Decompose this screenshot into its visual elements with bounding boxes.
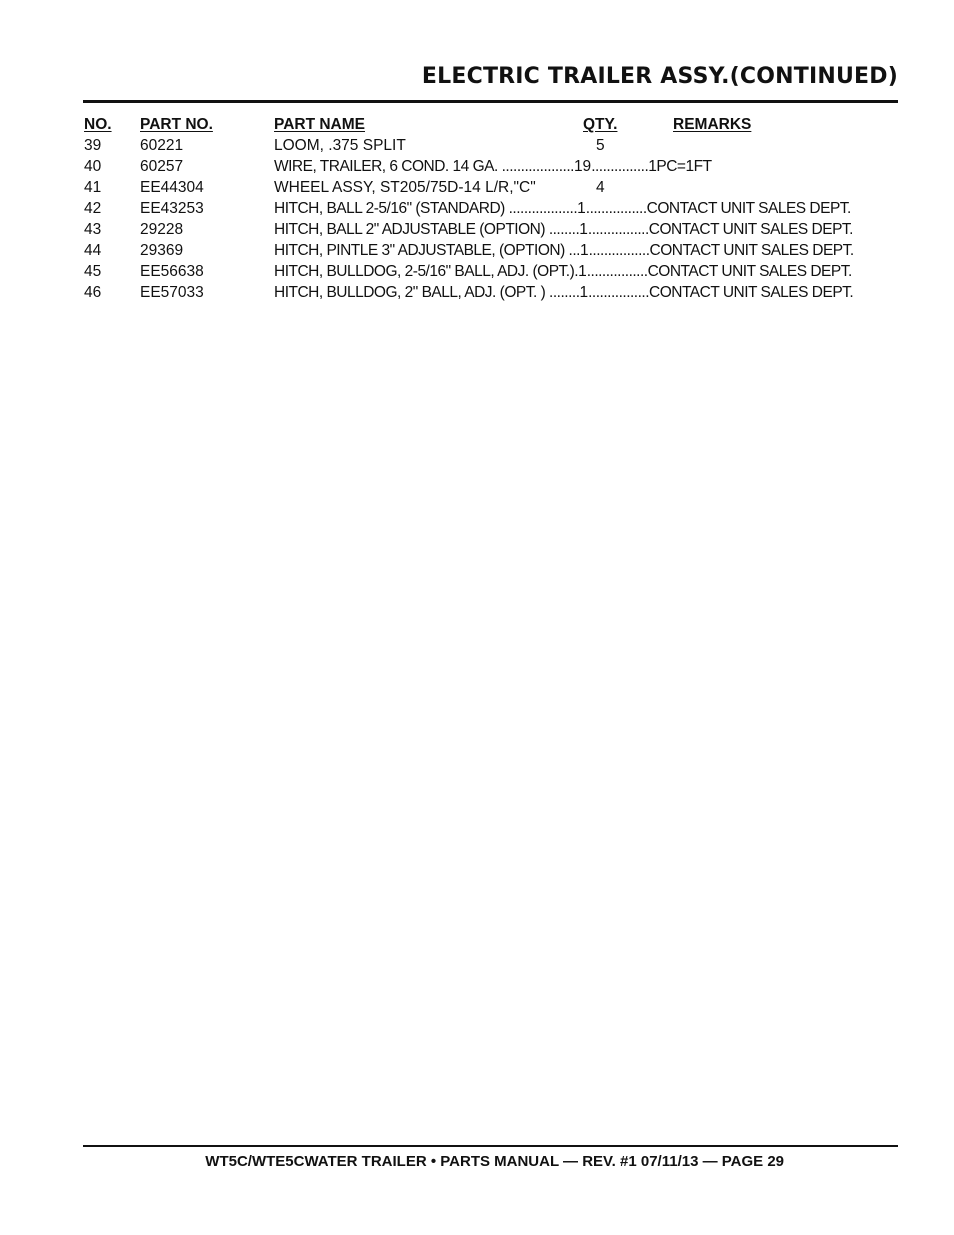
table-row [84, 219, 899, 240]
part-name-with-leader [274, 261, 852, 282]
column-header-no: NO. [84, 116, 112, 133]
quantity: 1 [579, 221, 588, 238]
remarks: ................CONTACT UNIT SALES DEPT. [588, 242, 854, 259]
part-name: LOOM, .375 SPLIT [274, 137, 406, 154]
footer-divider [83, 1145, 898, 1147]
part-name-with-leader [274, 219, 853, 240]
item-no: 41 [84, 179, 102, 196]
column-header-remarks: REMARKS [673, 116, 752, 133]
part-name: WHEEL ASSY, ST205/75D-14 L/R,"C" [274, 179, 536, 196]
item-no: 39 [84, 137, 102, 154]
page-footer: WT5C/WTE5CWATER TRAILER • PARTS MANUAL — REV. #1 07/11/13 — PAGE 29 [205, 1153, 784, 1170]
part-number: 60221 [140, 137, 184, 154]
remarks: ................CONTACT UNIT SALES DEPT. [586, 263, 852, 280]
quantity: 19 [573, 158, 592, 175]
quantity: 1 [579, 284, 589, 301]
part-number: EE43253 [140, 200, 204, 217]
part-number: 29369 [140, 242, 184, 259]
part-number: EE57033 [140, 284, 204, 301]
remarks: ................CONTACT UNIT SALES DEPT. [585, 200, 851, 217]
table-row [84, 198, 899, 219]
table-row [84, 156, 899, 177]
table-row [84, 177, 899, 198]
part-name: HITCH, BULLDOG, 2-5/16" BALL, ADJ. (OPT.). [274, 263, 579, 280]
table-row [84, 282, 899, 303]
part-name-with-leader [274, 156, 712, 177]
table-row [84, 261, 899, 282]
part-name-with-leader [274, 282, 853, 303]
part-name: WIRE, TRAILER, 6 COND. 14 GA. ................... [274, 158, 574, 175]
item-no: 46 [84, 284, 102, 301]
item-no: 45 [84, 263, 102, 280]
quantity: 4 [596, 179, 605, 196]
quantity: 1 [578, 263, 587, 280]
title-divider [83, 100, 898, 103]
column-header-qty: QTY. [583, 116, 618, 133]
quantity: 1 [579, 242, 589, 259]
quantity: 5 [596, 137, 605, 154]
remarks: ................CONTACT UNIT SALES DEPT. [588, 284, 854, 301]
quantity: 1 [577, 200, 586, 217]
part-number: 60257 [140, 158, 184, 175]
column-header-part-name: PART NAME [274, 116, 365, 133]
item-no: 44 [84, 242, 102, 259]
part-name: HITCH, PINTLE 3" ADJUSTABLE, (OPTION) ... [274, 242, 580, 259]
part-name-with-leader [274, 240, 854, 261]
item-no: 42 [84, 200, 102, 217]
part-number: 29228 [140, 221, 184, 238]
column-header-part-no: PART NO. [140, 116, 213, 133]
parts-table [84, 114, 899, 303]
part-number: EE44304 [140, 179, 204, 196]
part-number: EE56638 [140, 263, 204, 280]
table-row [84, 135, 899, 156]
part-name: HITCH, BULLDOG, 2" BALL, ADJ. (OPT. ) ........ [274, 284, 580, 301]
remarks: ................CONTACT UNIT SALES DEPT. [587, 221, 853, 238]
part-name-with-leader [274, 198, 851, 219]
item-no: 43 [84, 221, 102, 238]
part-name: HITCH, BALL 2" ADJUSTABLE (OPTION) ........ [274, 221, 580, 238]
part-name: HITCH, BALL 2-5/16" (STANDARD) .................. [274, 200, 578, 217]
table-header-row [84, 114, 899, 135]
page-title: ELECTRIC TRAILER ASSY.(CONTINUED) [421, 64, 898, 89]
item-no: 40 [84, 158, 102, 175]
remarks: ...............1PC=1FT [591, 158, 712, 175]
table-row [84, 240, 899, 261]
